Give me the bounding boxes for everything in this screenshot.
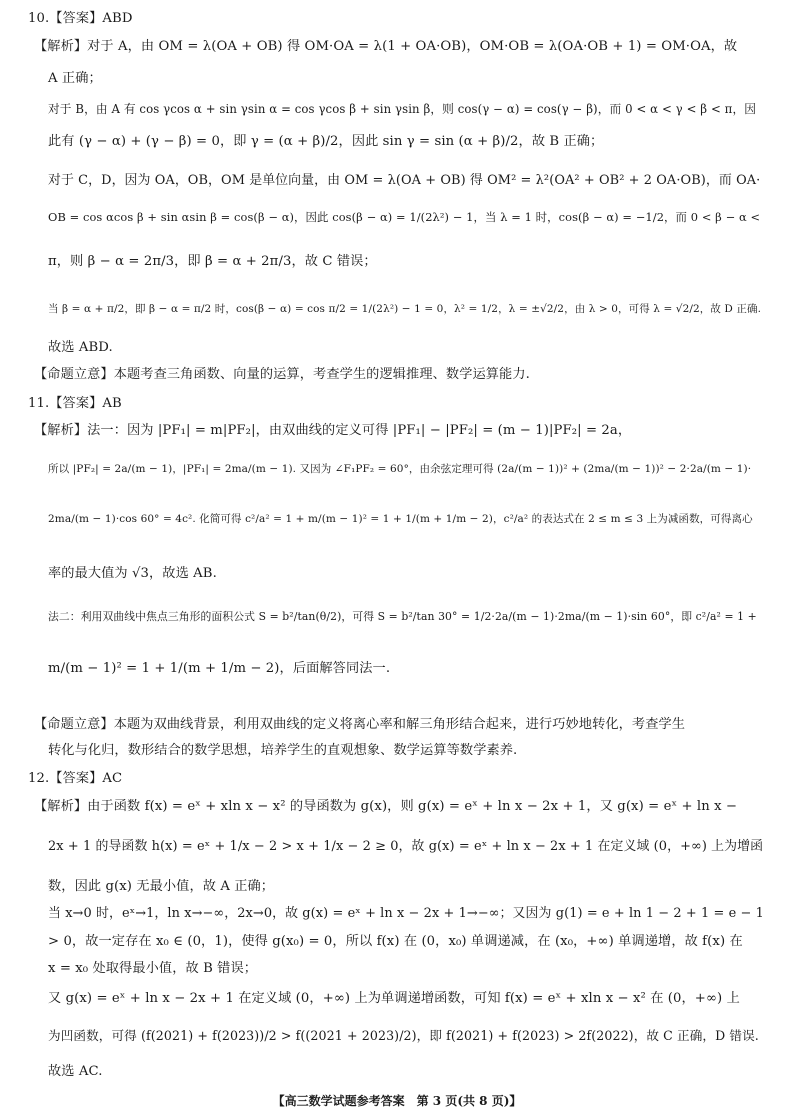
q12-line-8: 为凹函数，可得 (f(2021) + f(2023))/2 > f((2021 + 2023)/2)，即 f(2021) + f(2023) > 2f(2022)，故 C 正确，D 错误. <box>48 1028 759 1043</box>
q11-line-2: 所以 |PF₂| = 2a/(m − 1)，|PF₁| = 2ma/(m − 1). 又因为 ∠F₁PF₂ = 60°，由余弦定理可得 (2a/(m − 1))² + (2ma/(m − 1))² − 2·2a/(m − 1)· <box>48 463 752 475</box>
q11-answer-line: 11.【答案】AB <box>28 396 122 411</box>
q12-answer-line: 12.【答案】AC <box>28 771 123 786</box>
q10-line-9: 故选 ABD. <box>48 340 113 355</box>
q10-line-6: OB = cos αcos β + sin αsin β = cos(β − α)，因此 cos(β − α) = 1/(2λ²) − 1，当 λ = 1 时，cos(β − α) = −1/2，而 0 < β − α < <box>48 210 761 224</box>
q11-line-6: m/(m − 1)² = 1 + 1/(m + 1/m − 2)，后面解答同法一. <box>48 661 391 676</box>
q12-line-5: > 0，故一定存在 x₀ ∈ (0，1)，使得 g(x₀) = 0，所以 f(x) 在 (0，x₀) 单调递减，在 (x₀，+∞) 单调递增，故 f(x) 在 <box>48 934 743 949</box>
q10-line-3: 对于 B，由 A 有 cos γcos α + sin γsin α = cos γcos β + sin γsin β，则 cos(γ − α) = cos(γ − β)，而 0 < α < γ < β < π，因 <box>48 102 757 116</box>
q11-line-4: 率的最大值为 √3，故选 AB. <box>48 566 217 581</box>
q12-line-3: 数，因此 g(x) 无最小值，故 A 正确； <box>48 879 275 894</box>
q12-line-1: 【解析】由于函数 f(x) = eˣ + xln x − x² 的导函数为 g(x)，则 g(x) = eˣ + ln x − 2x + 1，又 g(x) = eˣ + ln x − <box>34 799 738 814</box>
q10-line-5: 对于 C，D，因为 OA，OB，OM 是单位向量，由 OM = λ(OA + OB) 得 OM² = λ²(OA² + OB² + 2 OA·OB)，而 OA· <box>48 173 761 188</box>
q10-line-8: 当 β = α + π/2，即 β − α = π/2 时，cos(β − α) = cos π/2 = 1/(2λ²) − 1 = 0，λ² = 1/2，λ = ±√2/2，由 λ > 0，可得 λ = √2/2，故 D 正确. <box>48 303 762 315</box>
q12-line-2: 2x + 1 的导函数 h(x) = eˣ + 1/x − 2 > x + 1/x − 2 ≥ 0，故 g(x) = eˣ + ln x − 2x + 1 在定义域 (0，+∞) 上为增函 <box>48 839 764 854</box>
q11-line-3: 2ma/(m − 1)·cos 60° = 4c². 化简可得 c²/a² = 1 + m/(m − 1)² = 1 + 1/(m + 1/m − 2)，c²/a² 的表达式在 2 ≤ m ≤ 3 上为减函数，可得离心 <box>48 513 753 525</box>
q11-line-5: 法二：利用双曲线中焦点三角形的面积公式 S = b²/tan(θ/2)，可得 S = b²/tan 30° = 1/2·2a/(m − 1)·2ma/(m − 1)·sin 60°，即 c²/a² = 1 + <box>48 610 757 623</box>
q10-line-10: 【命题立意】本题考查三角函数、向量的运算，考查学生的逻辑推理、数学运算能力. <box>34 367 530 382</box>
q10-answer-line: 10.【答案】ABD <box>28 11 133 26</box>
q12-line-4: 当 x→0 时，eˣ→1，ln x→−∞，2x→0，故 g(x) = eˣ + ln x − 2x + 1→−∞；又因为 g(1) = e + ln 1 − 2 + 1 = e − 1 <box>48 906 764 921</box>
q11-line-7: 【命题立意】本题为双曲线背景，利用双曲线的定义将离心率和解三角形结合起来，进行巧妙地转化，考查学生 <box>34 717 686 732</box>
q12-line-7: 又 g(x) = eˣ + ln x − 2x + 1 在定义域 (0，+∞) 上为单调递增函数，可知 f(x) = eˣ + xln x − x² 在 (0，+∞) 上 <box>48 991 740 1006</box>
q11-line-1: 【解析】法一：因为 |PF₁| = m|PF₂|，由双曲线的定义可得 |PF₁| − |PF₂| = (m − 1)|PF₂| = 2a， <box>34 423 632 438</box>
q12-line-9: 故选 AC. <box>48 1064 103 1079</box>
q10-line-4: 此有 (γ − α) + (γ − β) = 0，即 γ = (α + β)/2，因此 sin γ = sin (α + β)/2，故 B 正确； <box>48 134 604 149</box>
q10-line-1: 【解析】对于 A，由 OM = λ(OA + OB) 得 OM·OA = λ(1 + OA·OB)，OM·OB = λ(OA·OB + 1) = OM·OA，故 <box>34 39 738 54</box>
q11-line-8: 转化与化归，数形结合的数学思想，培养学生的直观想象、数学运算等数学素养. <box>48 743 518 758</box>
q10-line-2: A 正确； <box>48 71 102 86</box>
page-footer: 【高三数学试题参考答案 第 3 页(共 8 页)】 <box>272 1094 522 1108</box>
q10-line-7: π，则 β − α = 2π/3，即 β = α + 2π/3，故 C 错误； <box>48 254 377 269</box>
q12-line-6: x = x₀ 处取得最小值，故 B 错误； <box>48 961 258 976</box>
